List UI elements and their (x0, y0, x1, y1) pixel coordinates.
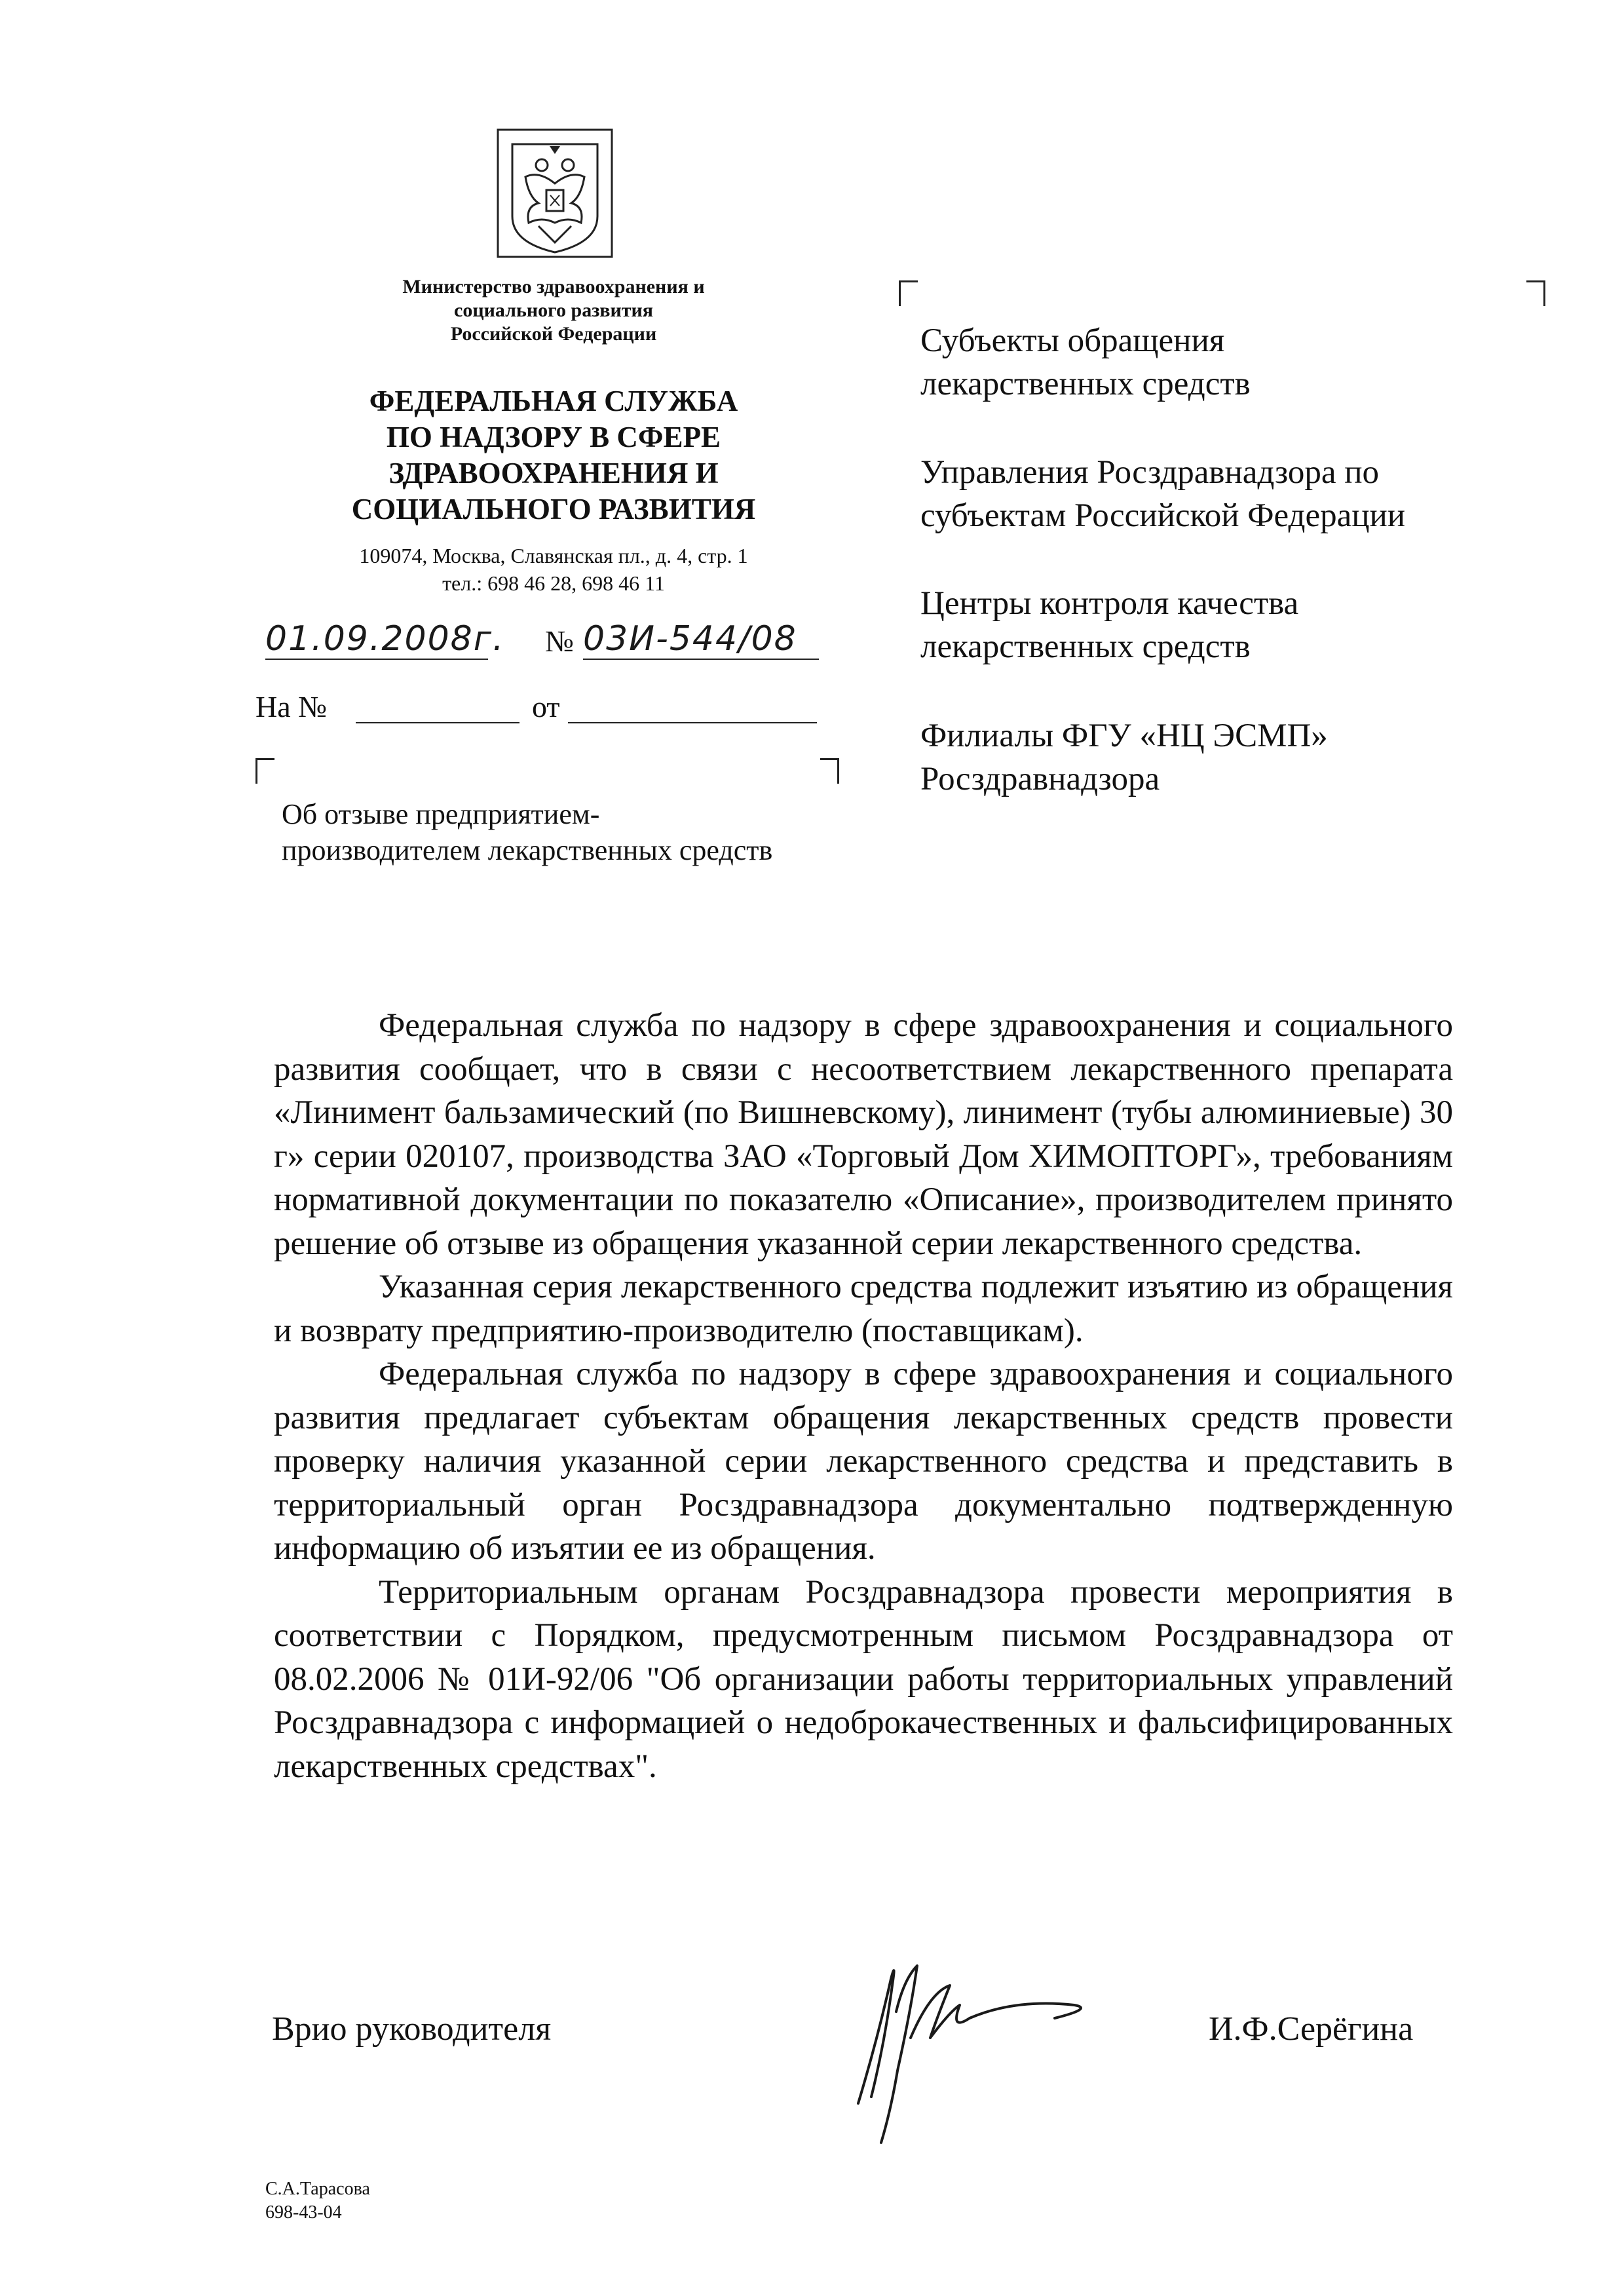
addressee-block: Филиалы ФГУ «НЦ ЭСМП» Росздравнадзора (920, 718, 1328, 797)
outgoing-date: 01.09.2008г. (265, 619, 505, 659)
body-paragraph: Территориальным органам Росздравнадзора провести мероприятия в соответствии с Порядком, предусмотренным письмом Росздравнадзора от 08.02.2006 № 01И-92/06 "Об организации работы территориальных управлений Росздравнадзора с информацией о недоброкачественных и фальсифицированных лекарственных средствах". (274, 1573, 1453, 1785)
body-paragraph: Указанная серия лекарственного средства подлежит изъятию из обращения и возврату предприятию-производителю (поставщикам). (274, 1269, 1453, 1349)
sender-address: 109074, Москва, Славянская пл., д. 4, стр. 1 тел.: 698 46 28, 698 46 11 (359, 544, 748, 595)
addressee-block: Управления Росздравнадзора по субъектам Российской Федерации (920, 454, 1406, 534)
reply-number-blank (356, 722, 519, 723)
reply-date-blank (568, 722, 817, 723)
addressee-block: Центры контроля качества лекарственных средств (920, 585, 1299, 665)
number-sign: № (545, 624, 574, 658)
addressee-block: Субъекты обращения лекарственных средств (920, 322, 1251, 402)
subject-bracket-right (820, 758, 839, 784)
signatory-name: И.Ф.Серёгина (1209, 2010, 1414, 2048)
ministry-name: Министерство здравоохранения и социального развития Российской Федерации (402, 276, 705, 345)
body-paragraph: Федеральная служба по надзору в сфере здравоохранения и социального развития предлагает субъектам обращения лекарственных средств провести проверку наличия указанной серии лекарственного средства и представить в территориальный орган Росздравнадзора документально подтвержденную информацию об изъятии ее из обращения. (274, 1356, 1453, 1567)
letter-body (274, 1004, 1453, 1788)
coat-of-arms-emblem (493, 124, 617, 262)
body-paragraph: Федеральная служба по надзору в сфере здравоохранения и социального развития сообщает, что в связи с несоответствием лекарственного препарата «Линимент бальзамический (по Вишневскому), линимент (тубы алюминиевые) 30 г» серии 020107, производства ЗАО «Торговый Дом ХИМОПТОРГ», требованиям нормативной документации по показателю «Описание», производителем принято решение об отзыве из обращения указанной серии лекарственного средства. (274, 1007, 1453, 1262)
signatory-title: Врио руководителя (272, 2010, 552, 2048)
performer-info: С.А.Тарасова 698-43-04 (265, 2179, 370, 2223)
subject-bracket-left (255, 758, 274, 784)
reply-from-label: от (532, 690, 560, 723)
reply-number-label: На № (255, 690, 328, 723)
outgoing-number: 03И-544/08 (583, 619, 819, 660)
handwritten-signature (819, 1940, 1101, 2162)
service-name: ФЕДЕРАЛЬНАЯ СЛУЖБА ПО НАДЗОРУ В СФЕРЕ ЗДРАВООХРАНЕНИЯ И СОЦИАЛЬНОГО РАЗВИТИЯ (351, 385, 756, 526)
addressee-bracket-right (1526, 280, 1545, 306)
addressee-bracket-left (899, 280, 918, 306)
letter-subject: Об отзыве предприятием- производителем лекарственных средств (282, 798, 773, 866)
